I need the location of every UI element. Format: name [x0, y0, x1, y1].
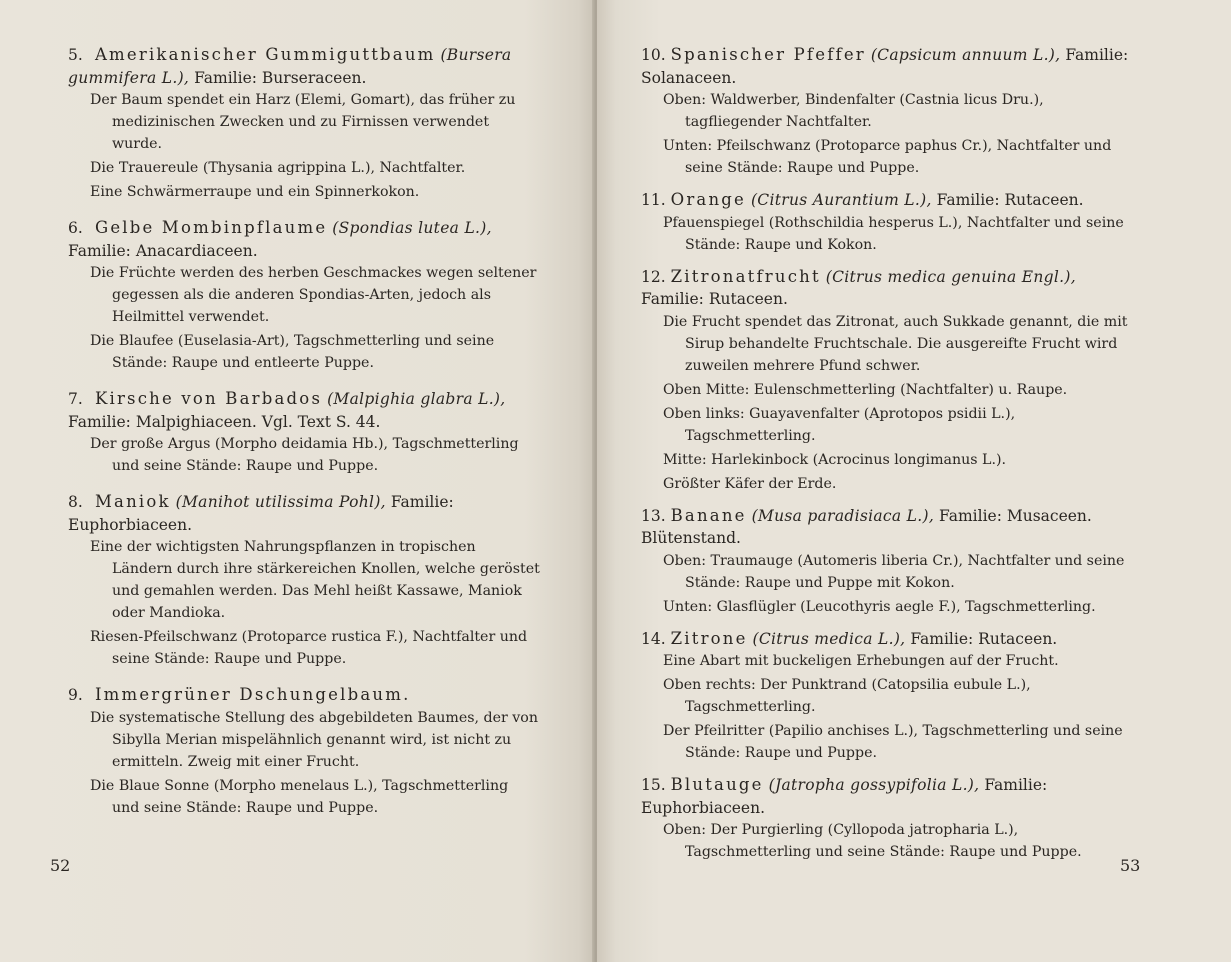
entry-latin-name: (Citrus medica genuina Engl.), [825, 267, 1076, 286]
entry-heading [641, 44, 1139, 89]
entry-line: Oben: Waldwerber, Bindenfalter (Castnia licus Dru.), tagfliegender Nachtfalter. [663, 92, 1044, 130]
entry-15 [641, 774, 1139, 863]
entry-description [68, 433, 540, 477]
entry-latin-name: (Musa paradisiaca L.), [751, 506, 935, 525]
entry-heading [641, 774, 1139, 819]
page-number-left: 52 [50, 856, 71, 875]
entry-family: Familie: Anacardiaceen. [68, 241, 258, 260]
entry-heading [68, 44, 540, 89]
entry-8 [68, 491, 540, 670]
left-page-column [68, 44, 540, 829]
entry-line: Die Trauereule (Thysania agrippina L.), Nachtfalter. [90, 160, 466, 176]
entry-line: Pfauenspiegel (Rothschildia hesperus L.), Nachtfalter und seine Stände: Raupe und Kokon. [663, 214, 1124, 253]
entry-line: Die Frucht spendet das Zitronat, auch Sukkade genannt, die mit Sirup behandelte Fruchtschale. Die ausgereifte Frucht wird zuweilen mehrere Pfund schwer. [663, 313, 1128, 374]
entry-title: Kirsche von Barbados [94, 389, 323, 408]
entry-title: Banane [670, 505, 747, 525]
entry-family: Familie: Burseraceen. [194, 68, 367, 87]
entry-heading [68, 684, 540, 707]
entry-latin-name: (Manihot utilissima Pohl), [175, 493, 386, 511]
entry-number: 5. [68, 46, 83, 64]
entry-line: Eine Abart mit buckeligen Erhebungen auf der Frucht. [663, 653, 1059, 669]
entry-line: Oben rechts: Der Punktrand (Catopsilia eubule L.), Tagschmetterling. [663, 677, 1031, 715]
entry-line: Die Blaue Sonne (Morpho menelaus L.), Tagschmetterling und seine Stände: Raupe und Puppe. [90, 777, 509, 816]
entry-description [68, 536, 540, 670]
entry-latin-name: (Capsicum annuum L.), [870, 46, 1061, 64]
entry-title: Zitronatfrucht [670, 266, 821, 286]
entry-title: Immergrüner Dschungelbaum. [94, 685, 411, 704]
entry-line: Der Baum spendet ein Harz (Elemi, Gomart), das früher zu medizinischen Zwecken und zu Firnissen verwendet wurde. [90, 92, 516, 152]
entry-number: 10. [641, 46, 666, 64]
entry-title: Zitrone [670, 628, 748, 648]
entry-heading [641, 628, 1139, 651]
entry-number: 8. [68, 493, 83, 511]
entry-heading [68, 217, 540, 262]
entry-number: 13. [641, 506, 666, 525]
entry-number: 7. [68, 390, 83, 408]
entry-7 [68, 388, 540, 477]
entry-latin-name: (Malpighia glabra L.), [327, 390, 506, 408]
entry-description [641, 550, 1139, 618]
entry-14 [641, 628, 1139, 765]
left-page [0, 0, 596, 962]
entry-title: Maniok [94, 492, 171, 511]
entry-heading [68, 491, 540, 536]
entry-description [641, 311, 1139, 495]
entry-family: Familie: Rutaceen. [936, 191, 1084, 209]
entry-line: Unten: Glasflügler (Leucothyris aegle F.), Tagschmetterling. [663, 598, 1096, 615]
entry-line: Oben links: Guayavenfalter (Aprotopos psidii L.), Tagschmetterling. [663, 405, 1016, 444]
right-page-column [641, 44, 1139, 873]
entry-line: Unten: Pfeilschwanz (Protoparce paphus Cr.), Nachtfalter und seine Stände: Raupe und Puppe. [663, 138, 1112, 176]
entry-line: Der große Argus (Morpho deidamia Hb.), Tagschmetterling und seine Stände: Raupe und Puppe. [90, 436, 519, 474]
entry-latin-name: (Citrus Aurantium L.), [750, 191, 932, 209]
entry-family: Familie: Euphorbiaceen. [68, 493, 454, 534]
entry-family: Familie: Rutaceen. [910, 629, 1058, 648]
entry-11 [641, 189, 1139, 256]
entry-family: Familie: Solanaceen. [641, 46, 1129, 87]
entry-title: Spanischer Pfeffer [670, 45, 866, 64]
page-number-right: 53 [1120, 856, 1141, 875]
entry-heading [641, 189, 1139, 212]
entry-description [641, 650, 1139, 764]
entry-heading [68, 388, 540, 433]
entry-line: Oben Mitte: Eulenschmetterling (Nachtfalter) u. Raupe. [663, 381, 1068, 398]
entry-5 [68, 44, 540, 203]
entry-family: Familie: Malpighiaceen. Vgl. Text S. 44. [68, 412, 381, 431]
entry-latin-name: (Bursera gummifera L.), [68, 46, 512, 87]
entry-10 [641, 44, 1139, 179]
entry-description [641, 89, 1139, 179]
entry-line: Die systematische Stellung des abgebildeten Baumes, der von Sibylla Merian mispelähnlich genannt wird, ist nicht zu ermitteln. Zweig mit einer Frucht. [90, 709, 538, 770]
entry-line: Oben: Traumauge (Automeris liberia Cr.), Nachtfalter und seine Stände: Raupe und Puppe mit Kokon. [663, 552, 1125, 591]
entry-heading [641, 505, 1139, 550]
entry-number: 11. [641, 191, 666, 209]
entry-description [641, 212, 1139, 256]
entry-6 [68, 217, 540, 374]
entry-title: Amerikanischer Gummiguttbaum [94, 45, 436, 64]
entry-line: Eine der wichtigsten Nahrungspflanzen in tropischen Ländern durch ihre stärkereichen Knollen, welche geröstet und gemahlen werden. Das Mehl heißt Kassawe, Maniok oder Mandioka. [90, 539, 540, 621]
entry-12 [641, 266, 1139, 495]
entry-number: 12. [641, 267, 666, 286]
entry-line: Die Blaufee (Euselasia-Art), Tagschmetterling und seine Stände: Raupe und entleerte Puppe. [90, 333, 495, 371]
entry-line: Oben: Der Purgierling (Cyllopoda jatropharia L.), Tagschmetterling und seine Stände: Raupe und Puppe. [663, 822, 1082, 860]
entry-line: Riesen-Pfeilschwanz (Protoparce rustica F.), Nachtfalter und seine Stände: Raupe und Puppe. [90, 629, 528, 667]
entry-title: Gelbe Mombinpflaume [94, 218, 328, 237]
entry-line: Die Früchte werden des herben Geschmackes wegen seltener gegessen als die anderen Spondias-Arten, jedoch als Heilmittel verwendet. [90, 265, 537, 325]
entry-line: Eine Schwärmerraupe und ein Spinnerkokon. [90, 184, 420, 200]
entry-title: Blutauge [670, 775, 764, 794]
entry-line: Größter Käfer der Erde. [663, 475, 837, 492]
entry-description [68, 262, 540, 374]
entry-9 [68, 684, 540, 819]
entry-latin-name: (Jatropha gossypifolia L.), [768, 776, 980, 794]
entry-number: 14. [641, 629, 666, 648]
right-page [597, 0, 1231, 962]
entry-13 [641, 505, 1139, 618]
entry-number: 6. [68, 219, 83, 237]
entry-latin-name: (Citrus medica L.), [752, 629, 906, 648]
entry-heading [641, 266, 1139, 311]
entry-family: Familie: Musaceen. Blütenstand. [641, 506, 1092, 547]
entry-family: Familie: Euphorbiaceen. [641, 776, 1048, 817]
entry-line: Der Pfeilritter (Papilio anchises L.), Tagschmetterling und seine Stände: Raupe und Puppe. [663, 723, 1123, 761]
entry-description [68, 707, 540, 819]
entry-description [641, 819, 1139, 863]
entry-family: Familie: Rutaceen. [641, 290, 788, 308]
entry-line: Mitte: Harlekinbock (Acrocinus longimanus L.). [663, 451, 1007, 468]
entry-number: 9. [68, 686, 83, 704]
entry-number: 15. [641, 776, 666, 794]
entry-latin-name: (Spondias lutea L.), [332, 219, 492, 237]
entry-title: Orange [670, 190, 746, 209]
entry-description [68, 89, 540, 203]
